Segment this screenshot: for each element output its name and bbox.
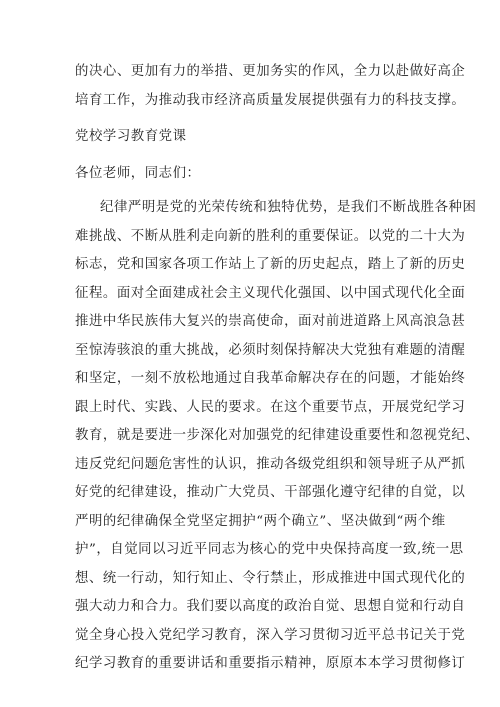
salutation: 各位老师，同志们：	[75, 165, 201, 181]
body-line-8: 跟上时代、实践、人民的要求。在这个重要节点，开展党纪学习	[75, 399, 466, 415]
body-line-13: 护”，自觉同以习近平同志为核心的党中央保持高度一致,统一思	[75, 542, 464, 557]
body-line-10: 违反党纪问题危害性的认识，推动各级党组织和领导班子从严抓	[75, 456, 466, 472]
body-line-16: 觉全身心投入党纪学习教育，深入学习贯彻习近平总书记关于党	[75, 627, 466, 643]
body-line-14: 想、统一行动，知行知止、令行禁止，形成推进中国式现代化的	[75, 570, 466, 586]
body-line-2: 难挑战、不断从胜利走向新的胜利的重要保证。以党的二十大为	[75, 228, 466, 244]
body-line-12: 严明的纪律确保全党坚定拥护“两个确立”、坚决做到“两个维	[75, 513, 446, 529]
body-line-3: 标志，党和国家各项工作站上了新的历史起点，踏上了新的历史	[75, 257, 466, 272]
body-line-15: 强大动力和合力。我们要以高度的政治自觉、思想自觉和行动自	[75, 599, 466, 614]
body-line-11: 好党的纪律建设，推动广大党员、干部强化遵守纪律的自觉，以	[75, 485, 466, 500]
body-line-4: 征程。面对全面建成社会主义现代化强国、以中国式现代化全面	[75, 285, 466, 301]
body-line-9: 教育，就是要进一步深化对加强党的纪律建设重要性和忽视党纪、	[75, 428, 480, 443]
body-line-17: 纪学习教育的重要讲话和重要指示精神，原原本本学习贯彻修订	[75, 656, 466, 671]
body-line-1: 纪律严明是党的光荣传统和独特优势，是我们不断战胜各种困	[100, 200, 477, 215]
body-line-6: 至惊涛骇浪的重大挑战，必须时刻保持解决大党独有难题的清醒	[75, 342, 466, 358]
body-line-7: 和坚定，一刻不放松地通过自我革命解决存在的问题，才能始终	[75, 371, 466, 386]
section-heading: 党校学习教育党课	[75, 129, 187, 144]
body-line-5: 推进中华民族伟大复兴的崇高使命，面对前进道路上风高浪急甚	[75, 314, 466, 329]
document-content	[75, 58, 480, 679]
intro-line-2: 培育工作，为推动我市经济高质量发展提供强有力的科技支撑。	[75, 92, 466, 108]
intro-line-1: 的决心、更加有力的举措、更加务实的作风，全力以赴做好高企	[75, 64, 466, 79]
